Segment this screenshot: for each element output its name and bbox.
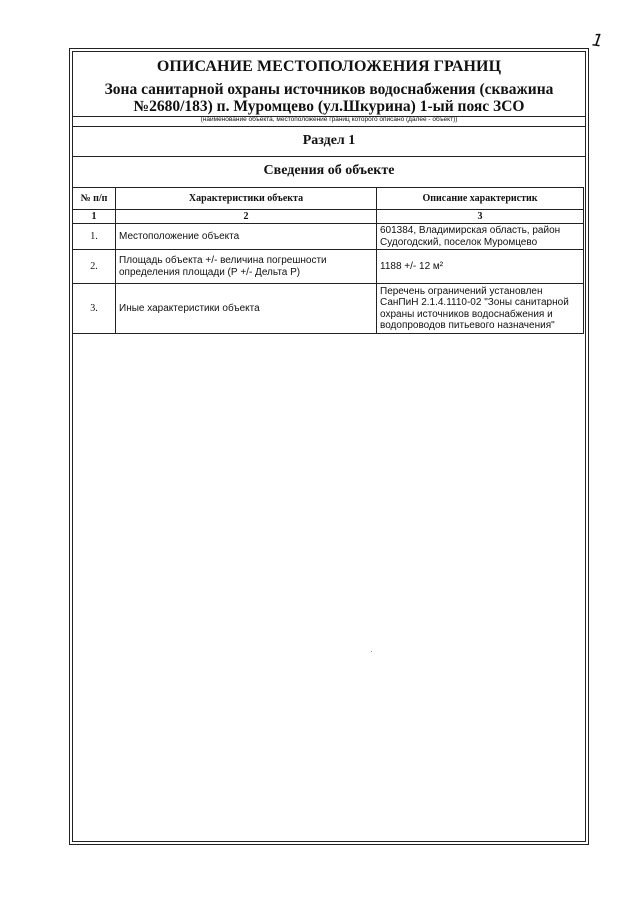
row-value: 601384, Владимирская область, район Судогодский, поселок Муромцево xyxy=(377,224,584,250)
column-header-description: Описание характеристик xyxy=(377,188,584,210)
section-subtitle: Сведения об объекте xyxy=(263,163,395,178)
table-row xyxy=(73,250,584,284)
row-number: 3. xyxy=(73,284,116,334)
object-name: Зона санитарной охраны источников водоснабжения (скважина №2680/183) п. Муромцево (ул.Шкурина) 1-ый пояс ЗСО xyxy=(104,81,554,115)
page-number: 1 xyxy=(590,30,605,52)
index-cell: 2 xyxy=(116,210,377,224)
scan-speck xyxy=(371,651,372,652)
column-header-characteristic: Характеристики объекта xyxy=(116,188,377,210)
index-cell: 1 xyxy=(73,210,116,224)
table-header-row xyxy=(73,188,584,210)
row-value: Перечень ограничений установлен СанПиН 2.1.4.1110-02 "Зоны санитарной охраны источников водоснабжения и водопроводов питьевого назначения" xyxy=(377,284,584,334)
table-row xyxy=(73,224,584,250)
document-title: ОПИСАНИЕ МЕСТОПОЛОЖЕНИЯ ГРАНИЦ xyxy=(156,58,502,75)
row-number: 1. xyxy=(73,224,116,250)
object-details-table xyxy=(72,187,584,334)
column-header-number: № п/п xyxy=(73,188,116,210)
row-value: 1188 +/- 12 м² xyxy=(377,250,584,284)
row-characteristic: Площадь объекта +/- величина погрешности определения площади (Р +/- Дельта Р) xyxy=(116,250,377,284)
index-cell: 3 xyxy=(377,210,584,224)
divider xyxy=(72,156,586,157)
row-characteristic: Местоположение объекта xyxy=(116,224,377,250)
table-row xyxy=(73,284,584,334)
row-number: 2. xyxy=(73,250,116,284)
table-index-row xyxy=(73,210,584,224)
section-title: Раздел 1 xyxy=(302,133,356,148)
row-characteristic: Иные характеристики объекта xyxy=(116,284,377,334)
object-name-note: (наименование объекта, местоположение границ которого описано (далее - объект)) xyxy=(200,116,458,123)
divider xyxy=(72,126,586,127)
